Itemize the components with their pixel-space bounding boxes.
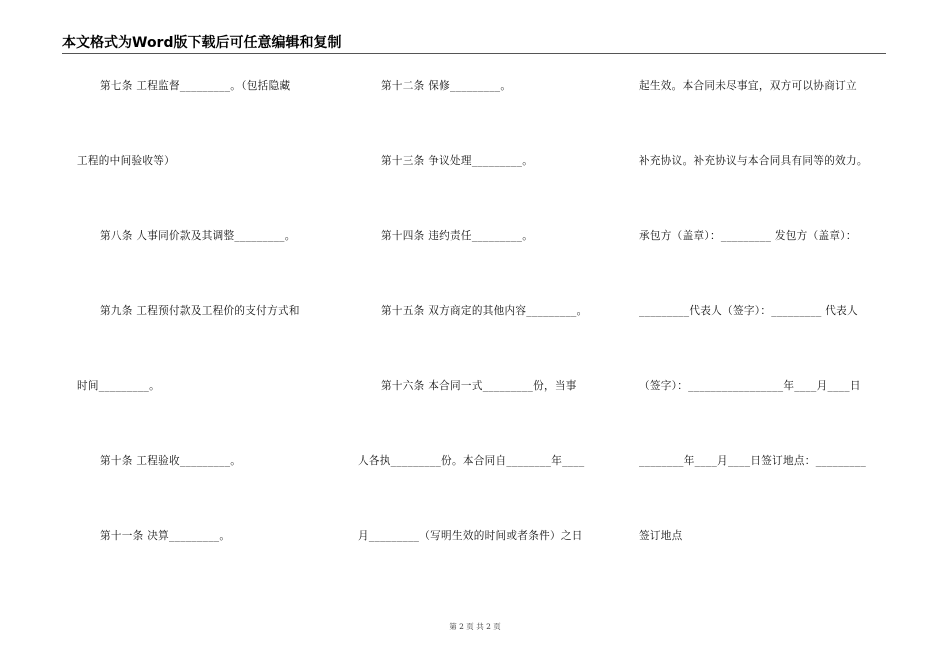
text-line: _________代表人（签字）：_________ 代表人 [639,305,858,317]
text-line: 第八条 人事同价款及其调整_________。 [100,230,296,242]
text-line: 第十二条 保修_________。 [381,80,512,92]
text-line: 签订地点 [639,530,683,542]
text-column-1 [77,78,319,603]
text-line: 承包方（盖章）：_________ 发包方（盖章）： [639,230,857,242]
text-line: 第十六条 本合同一式_________份，当事 [381,380,577,392]
text-column-2 [358,78,603,603]
text-line: 第十一条 决算_________。 [100,530,231,542]
text-line: ________年____月____日签订地点：_________ [639,455,867,467]
text-line: 第十五条 双方商定的其他内容_________。 [381,305,588,317]
text-line: 月_________（写明生效的时间或者条件）之日 [358,530,583,542]
text-line: 起生效。本合同未尽事宜，双方可以协商订立 [639,80,857,92]
text-column-3 [639,78,886,603]
text-line: （签字）：_________________年____月____日 [639,380,861,392]
text-line: 第九条 工程预付款及工程价的支付方式和 [100,305,300,317]
text-line: 第十条 工程验收_________。 [100,455,242,467]
page-header [62,35,886,54]
text-line: 第七条 工程监督_________。（包括隐藏 [100,80,291,92]
page-footer: 第 2 页 共 2 页 [449,622,501,631]
text-line: 时间_________。 [77,380,161,392]
text-line: 第十四条 违约责任_________。 [381,230,534,242]
text-line: 人各执_________份。本合同自________年____ [358,455,585,467]
header-title: 本文格式为Word版下载后可任意编辑和复制 [62,35,342,51]
text-line: 补充协议。补充协议与本合同具有同等的效力。 [639,155,868,167]
text-line: 第十三条 争议处理_________。 [381,155,534,167]
text-line: 工程的中间验收等） [77,155,176,167]
